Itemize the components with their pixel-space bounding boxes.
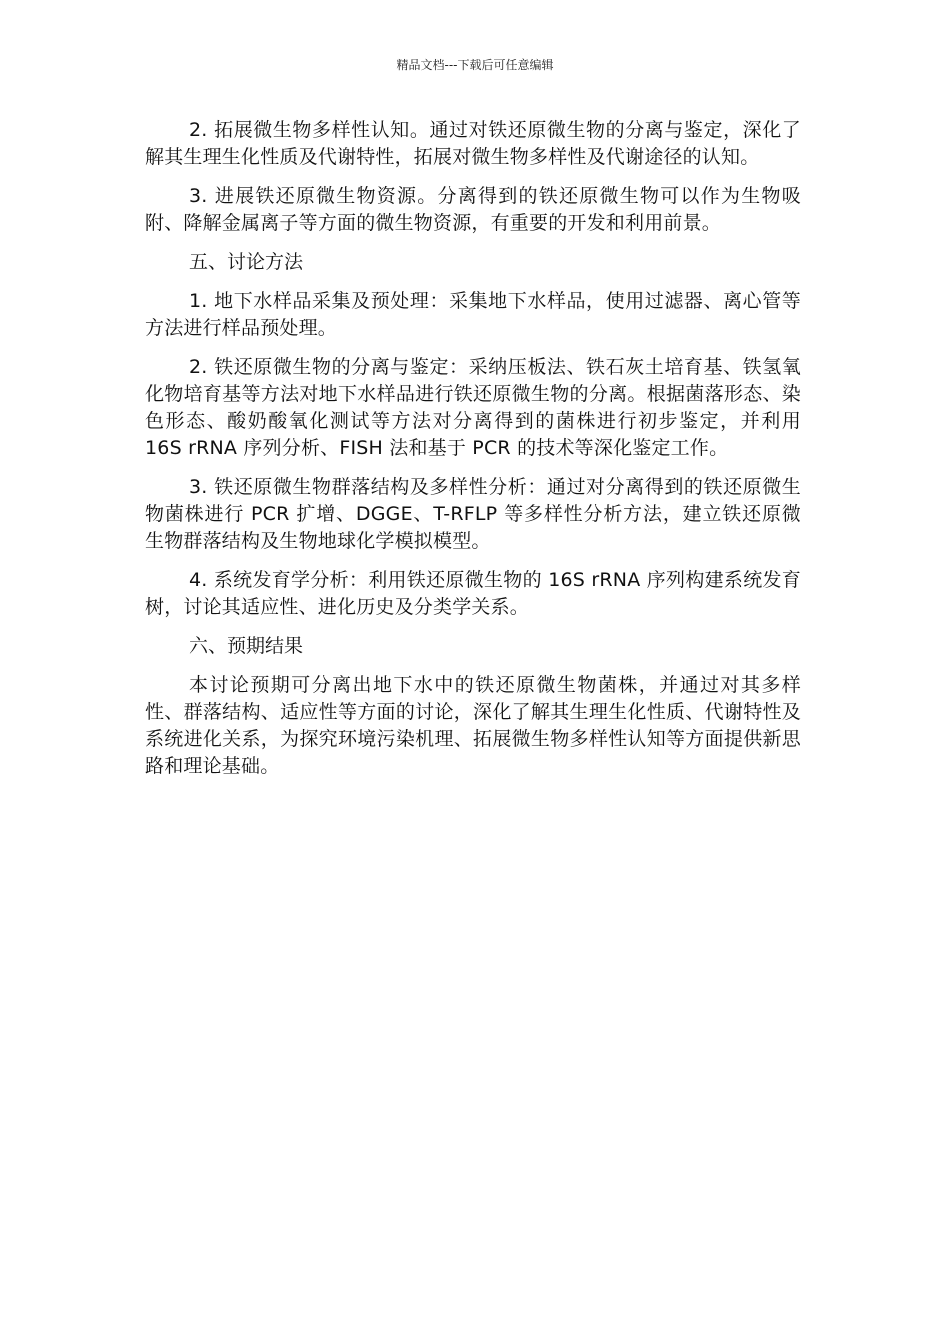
paragraph-isolation: 2. 铁还原微生物的分离与鉴定：采纳压板法、铁石灰土培育基、铁氢氧化物培育基等方法对地下水样品进行铁还原微生物的分离。根据菌落形态、染色形态、酸奶酸氧化测试等方法对分离得到的菌株进行初步鉴定，并利用 16S rRNA 序列分析、FISH 法和基于 PCR 的技术等深化鉴定工作。 — [145, 356, 801, 459]
section-heading-expected-results: 六、预期结果 — [189, 635, 304, 657]
paragraph-expected-results: 本讨论预期可分离出地下水中的铁还原微生物菌株，并通过对其多样性、群落结构、适应性等方面的讨论，深化了解其生理生化性质、代谢特性及系统进化关系，为探究环境污染机理、拓展微生物多样性认知等方面提供新思路和理论基础。 — [145, 674, 801, 777]
document-body — [145, 117, 801, 792]
paragraph-develop-resources: 3. 进展铁还原微生物资源。分离得到的铁还原微生物可以作为生物吸附、降解金属离子等方面的微生物资源，有重要的开发和利用前景。 — [145, 185, 801, 234]
paragraph-sampling: 1. 地下水样品采集及预处理：采集地下水样品，使用过滤器、离心管等方法进行样品预处理。 — [145, 290, 801, 339]
page-header: 精品文档---下载后可任意编辑 — [396, 58, 554, 72]
paragraph-expand-diversity: 2. 拓展微生物多样性认知。通过对铁还原微生物的分离与鉴定，深化了解其生理生化性质及代谢特性，拓展对微生物多样性及代谢途径的认知。 — [145, 119, 801, 168]
section-heading-methods: 五、讨论方法 — [189, 251, 304, 273]
paragraph-community-analysis: 3. 铁还原微生物群落结构及多样性分析：通过对分离得到的铁还原微生物菌株进行 PCR 扩增、DGGE、T-RFLP 等多样性分析方法，建立铁还原微生物群落结构及生物地球化学模拟模型。 — [145, 476, 801, 552]
paragraph-phylogenetics: 4. 系统发育学分析：利用铁还原微生物的 16S rRNA 序列构建系统发育树，讨论其适应性、进化历史及分类学关系。 — [145, 569, 801, 618]
